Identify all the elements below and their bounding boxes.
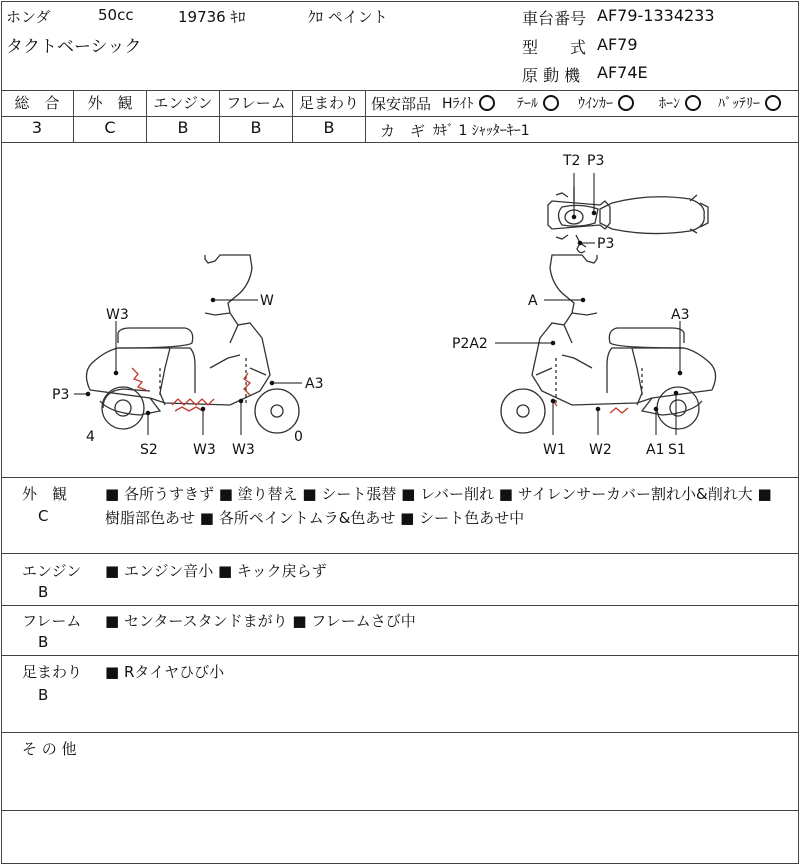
- ok-circle-icon: [685, 95, 701, 111]
- note-text-frame: ■ センタースタンドまがり ■ フレームさび中: [105, 612, 416, 630]
- note-category-frame: フレーム: [22, 612, 82, 630]
- label-p3-left: P3: [52, 387, 70, 403]
- note-grade-exterior: C: [38, 507, 49, 525]
- note-grade-frame: B: [38, 633, 49, 651]
- label-p3-top: P3: [587, 153, 605, 169]
- label-0: 0: [294, 429, 303, 445]
- scooter-left-view: [86, 255, 299, 433]
- damage-marks: [132, 368, 628, 413]
- label-w3-b1: W3: [193, 442, 216, 458]
- label-a: A: [528, 293, 538, 309]
- divider: [1, 810, 799, 811]
- engine-value: AF74E: [597, 63, 648, 82]
- part-taillight: ﾃｰﾙ: [517, 93, 559, 113]
- grade-value-engine: B: [177, 118, 189, 137]
- label-w3-top: W3: [106, 307, 129, 323]
- label-s2: S2: [140, 442, 158, 458]
- engine-label: 原 動 機: [522, 66, 581, 85]
- label-w2: W2: [589, 442, 612, 458]
- key-label: カ ギ: [380, 122, 426, 140]
- label-a1: A1: [646, 442, 665, 458]
- grade-value-overall: 3: [31, 118, 43, 137]
- note-grade-suspension: B: [38, 686, 49, 704]
- grade-label-frame: フレーム: [226, 94, 286, 112]
- ok-circle-icon: [618, 95, 634, 111]
- part-headlight: Hﾗｲﾄ: [442, 93, 495, 113]
- scooter-right-view: [501, 255, 716, 433]
- label-a3-right: A3: [671, 307, 690, 323]
- key-value: ｶｷﾞ 1 ｼｬｯﾀｰｷｰ1: [433, 123, 530, 139]
- grade-label-exterior: 外 観: [87, 94, 133, 112]
- note-text-suspension: ■ Rタイヤひび小: [105, 663, 225, 681]
- grade-value-exterior: C: [104, 118, 116, 137]
- label-t2: T2: [563, 153, 581, 169]
- label-w: W: [260, 293, 274, 309]
- divider: [1, 90, 799, 91]
- ok-circle-icon: [765, 95, 781, 111]
- label-a3-left: A3: [305, 376, 324, 392]
- divider: [366, 116, 799, 117]
- type-label: 型 式: [522, 38, 587, 57]
- label-s1: S1: [668, 442, 686, 458]
- label-w1: W1: [543, 442, 566, 458]
- label-p3-bottom: P3: [597, 236, 615, 252]
- divider: [1, 116, 366, 117]
- label-w3-b2: W3: [232, 442, 255, 458]
- part-horn: ﾎｰﾝ: [659, 93, 701, 113]
- label-p2a2: P2A2: [452, 336, 488, 352]
- divider: [1, 732, 799, 733]
- color: ｸﾛ ペイント: [308, 8, 388, 26]
- note-grade-engine: B: [38, 583, 49, 601]
- model-name: タクトベーシック: [6, 37, 142, 57]
- parts-title: 保安部品: [371, 95, 432, 113]
- type-value: AF79: [597, 35, 638, 54]
- grade-value-suspension: B: [323, 118, 335, 137]
- divider: [1, 605, 799, 606]
- ok-circle-icon: [479, 95, 495, 111]
- grade-value-frame: B: [250, 118, 262, 137]
- note-category-engine: エンジン: [22, 562, 82, 580]
- note-text-exterior: ■ 各所うすきず ■ 塗り替え ■ シート張替 ■ レバー削れ ■ サイレンサーカバー割れ小&削れ大 ■ 樹脂部色あせ ■ 各所ペイントムラ&色あせ ■ シート色あせ中: [105, 485, 772, 527]
- displacement: 50cc: [98, 6, 134, 24]
- grade-label-overall: 総 合: [14, 94, 60, 112]
- label-4: 4: [86, 429, 95, 445]
- grade-label-suspension: 足まわり: [298, 94, 359, 112]
- chassis-value: AF79-1334233: [597, 6, 715, 25]
- chassis-label: 車台番号: [522, 9, 587, 28]
- part-battery: ﾊﾞｯﾃﾘｰ: [718, 93, 781, 113]
- divider: [365, 90, 366, 142]
- note-category-other: そ の 他: [22, 740, 77, 758]
- divider: [1, 655, 799, 656]
- note-category-suspension: 足まわり: [22, 663, 83, 681]
- damage-diagram: [0, 143, 800, 475]
- mileage: 19736 ｷﾛ: [178, 8, 246, 26]
- note-category-exterior: 外 観: [22, 485, 68, 503]
- grade-label-engine: エンジン: [153, 94, 213, 112]
- note-text-engine: ■ エンジン音小 ■ キック戻らず: [105, 562, 327, 580]
- ok-circle-icon: [543, 95, 559, 111]
- part-winker: ｳｲﾝｶｰ: [578, 93, 634, 113]
- divider: [1, 477, 799, 478]
- maker: ホンダ: [6, 8, 51, 26]
- divider: [1, 553, 799, 554]
- scooter-top-view: [548, 187, 708, 253]
